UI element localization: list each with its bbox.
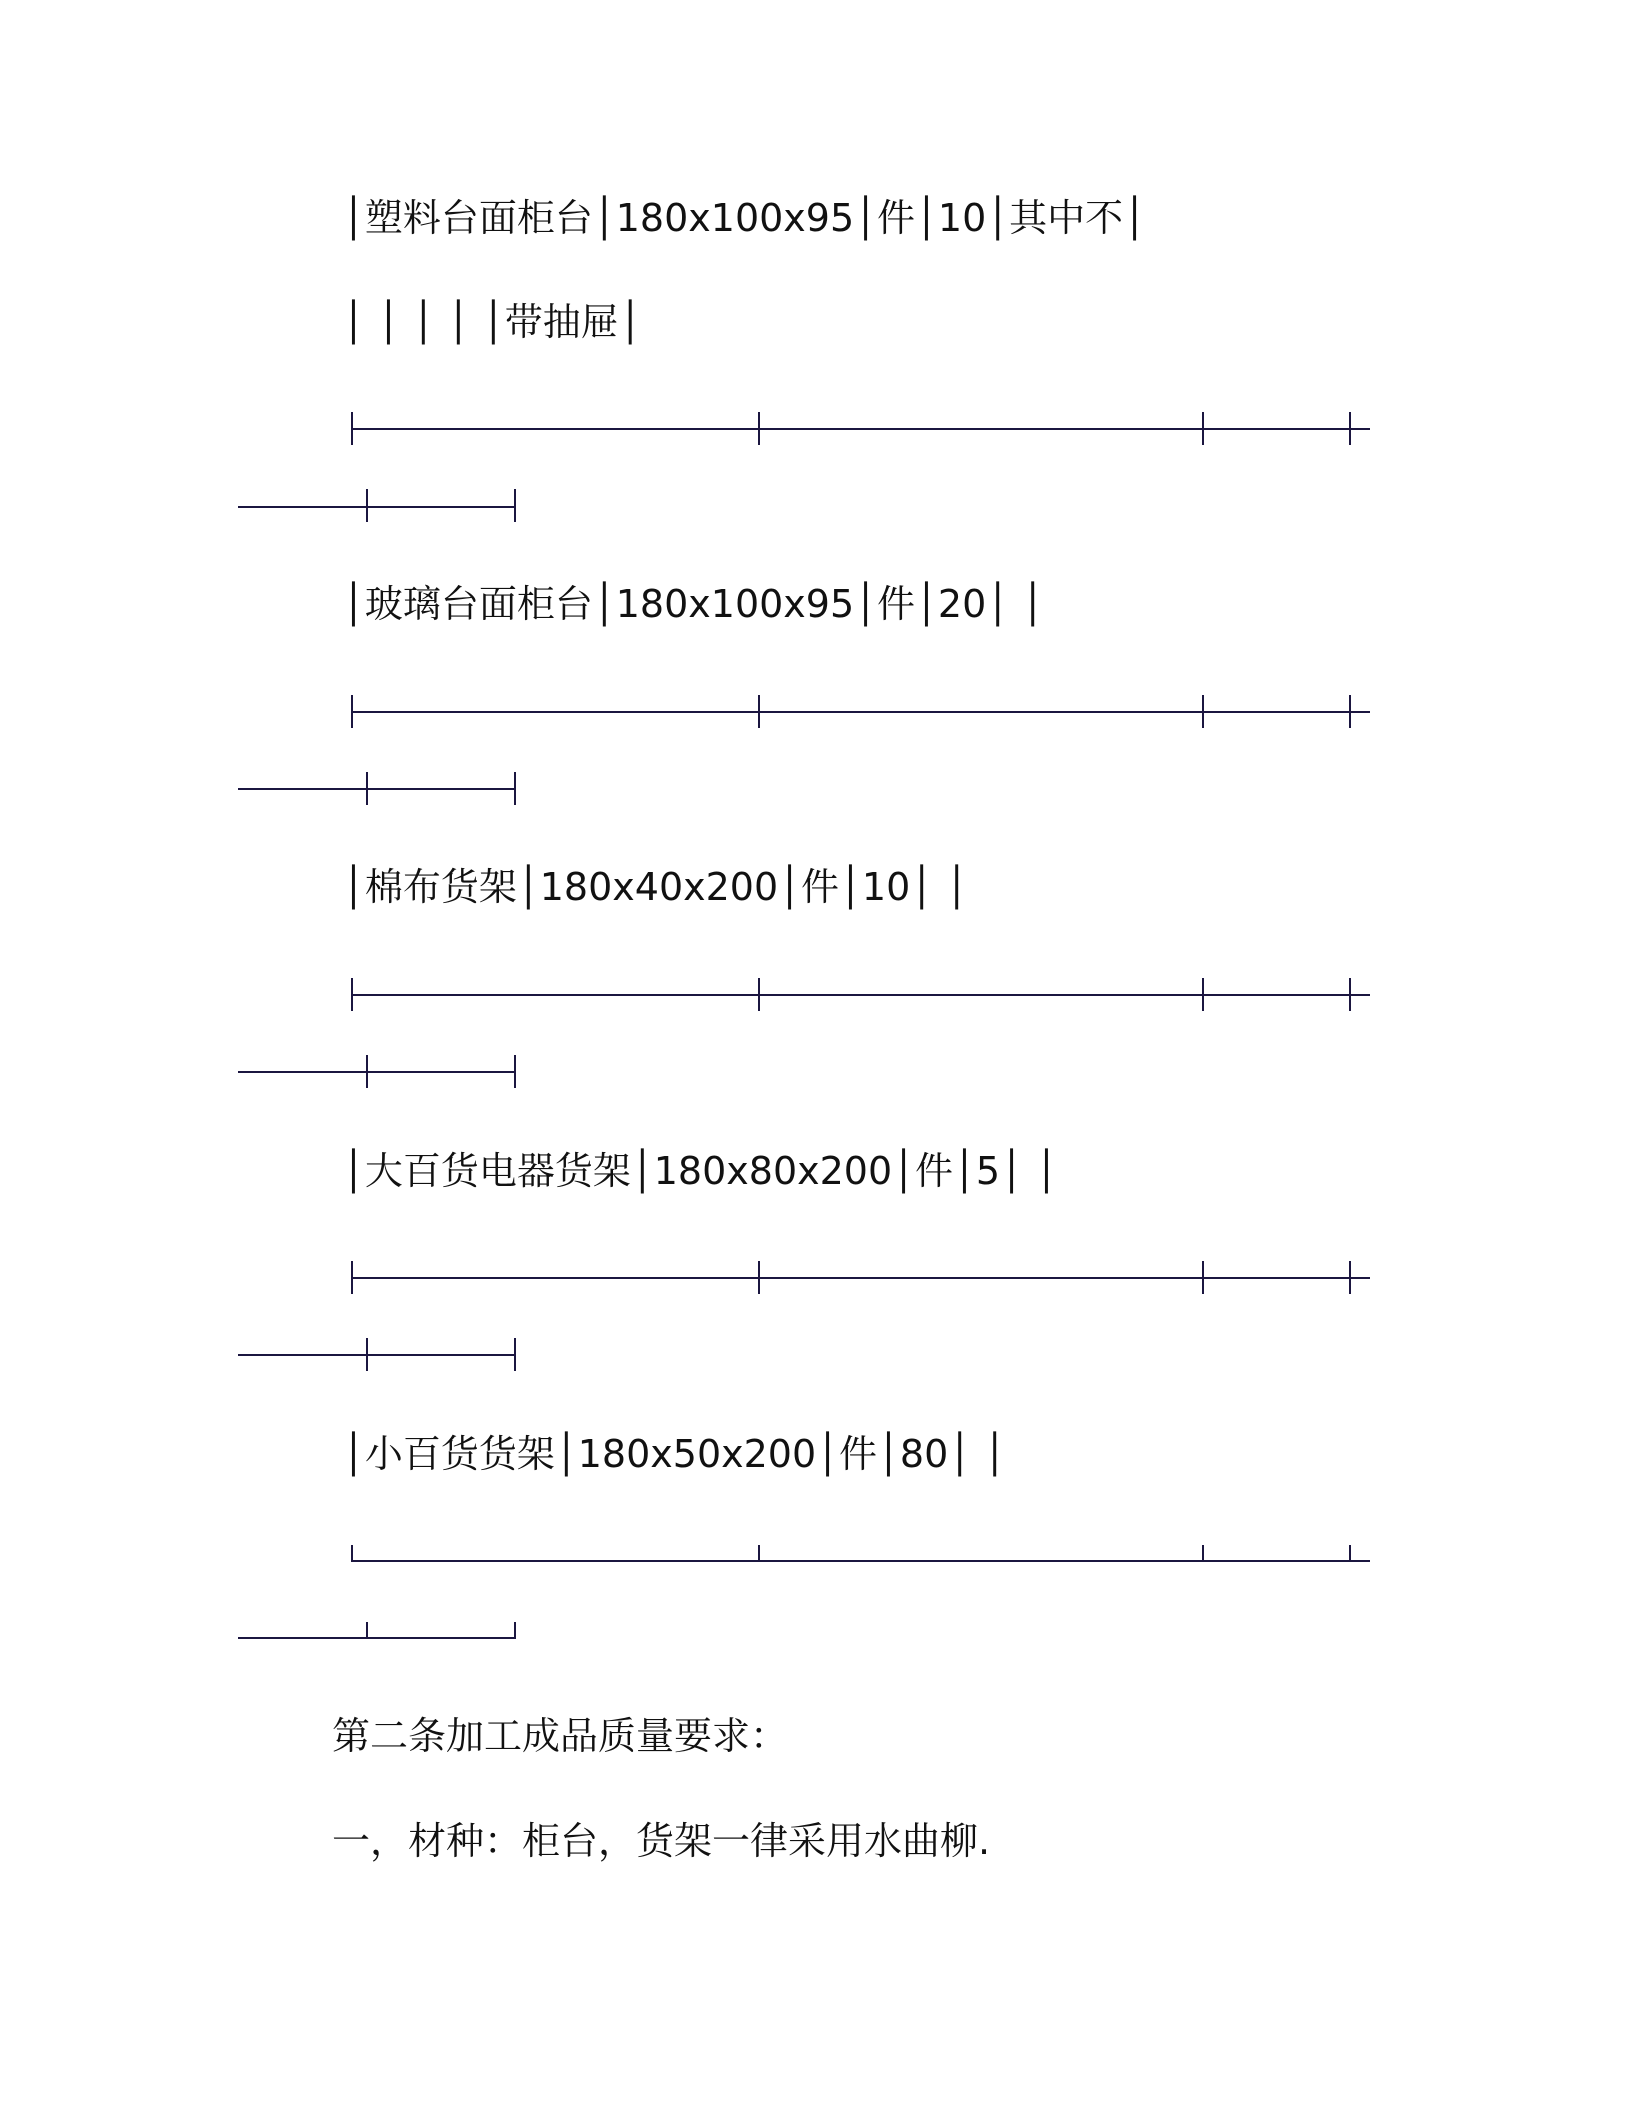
table-row-text: │小百货货架│180x50x200│件│80│ │ — [342, 1432, 1007, 1476]
table-row-text: │棉布货架│180x40x200│件│10│ │ — [342, 865, 969, 909]
section-item: 一，材种：柜台，货架一律采用水曲柳. — [332, 1819, 991, 1863]
table-row-text: │ │ │ │ │带抽屉│ — [342, 300, 642, 344]
table-row-text: │大百货电器货架│180x80x200│件│5│ │ — [342, 1149, 1058, 1193]
section-heading: 第二条加工成品质量要求： — [332, 1714, 789, 1758]
table-row-text: │塑料台面柜台│180x100x95│件│10│其中不│ — [342, 196, 1147, 240]
table-row-text: │玻璃台面柜台│180x100x95│件│20│ │ — [342, 582, 1045, 626]
